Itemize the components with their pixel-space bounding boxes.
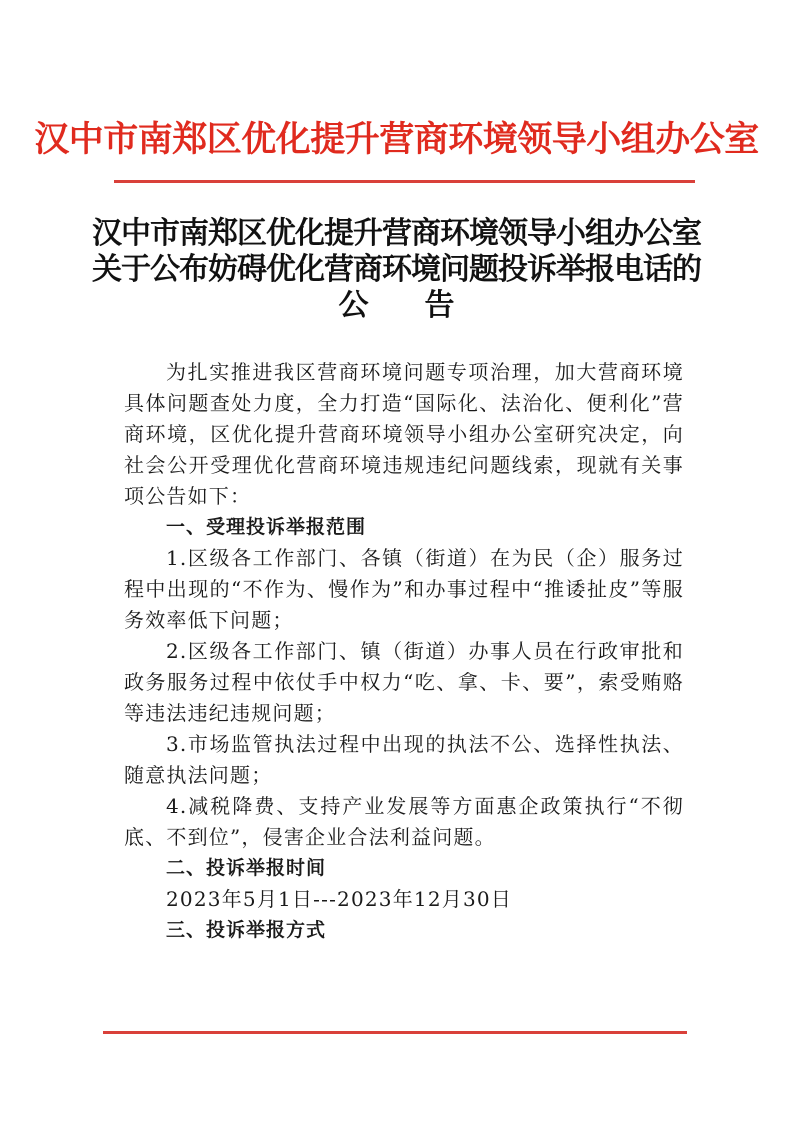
intro-paragraph: 为扎实推进我区营商环境问题专项治理，加大营商环境具体问题查处力度，全力打造“国际化、法治化、便利化”营商环境，区优化提升营商环境领导小组办公室研究决定，向社会公开受理优化营商环境违规违纪问题线索，现就有关事项公告如下： <box>124 360 684 508</box>
notice-title <box>0 216 793 324</box>
notice-title-line1: 汉中市南郑区优化提升营商环境领导小组办公室 <box>92 216 701 251</box>
section-heading-method: 三、投诉举报方式 <box>166 919 327 941</box>
notice-title-line3: 公告 <box>338 288 511 323</box>
footer-red-rule <box>103 1031 687 1034</box>
org-header-title: 汉中市南郑区优化提升营商环境领导小组办公室 <box>34 119 759 160</box>
time-range: 2023年5月1日---2023年12月30日 <box>166 887 513 911</box>
scope-item-2: 2.区级各工作部门、镇（街道）办事人员在行政审批和政务服务过程中依仗手中权力“吃、拿、卡、要”，索受贿赂等违法违纪违规问题； <box>124 639 684 725</box>
header-red-rule <box>114 180 695 183</box>
scope-item-3: 3.市场监管执法过程中出现的执法不公、选择性执法、随意执法问题； <box>124 732 684 787</box>
notice-body <box>124 357 684 946</box>
section-heading-time: 二、投诉举报时间 <box>166 857 327 879</box>
section-heading-scope: 一、受理投诉举报范围 <box>166 516 367 538</box>
scope-item-1: 1.区级各工作部门、各镇（街道）在为民（企）服务过程中出现的“不作为、慢作为”和办事过程中“推诿扯皮”等服务效率低下问题； <box>124 546 684 632</box>
scope-item-4: 4.减税降费、支持产业发展等方面惠企政策执行“不彻底、不到位”，侵害企业合法利益问题。 <box>124 794 684 849</box>
notice-title-line2: 关于公布妨碍优化营商环境问题投诉举报电话的 <box>92 252 701 287</box>
